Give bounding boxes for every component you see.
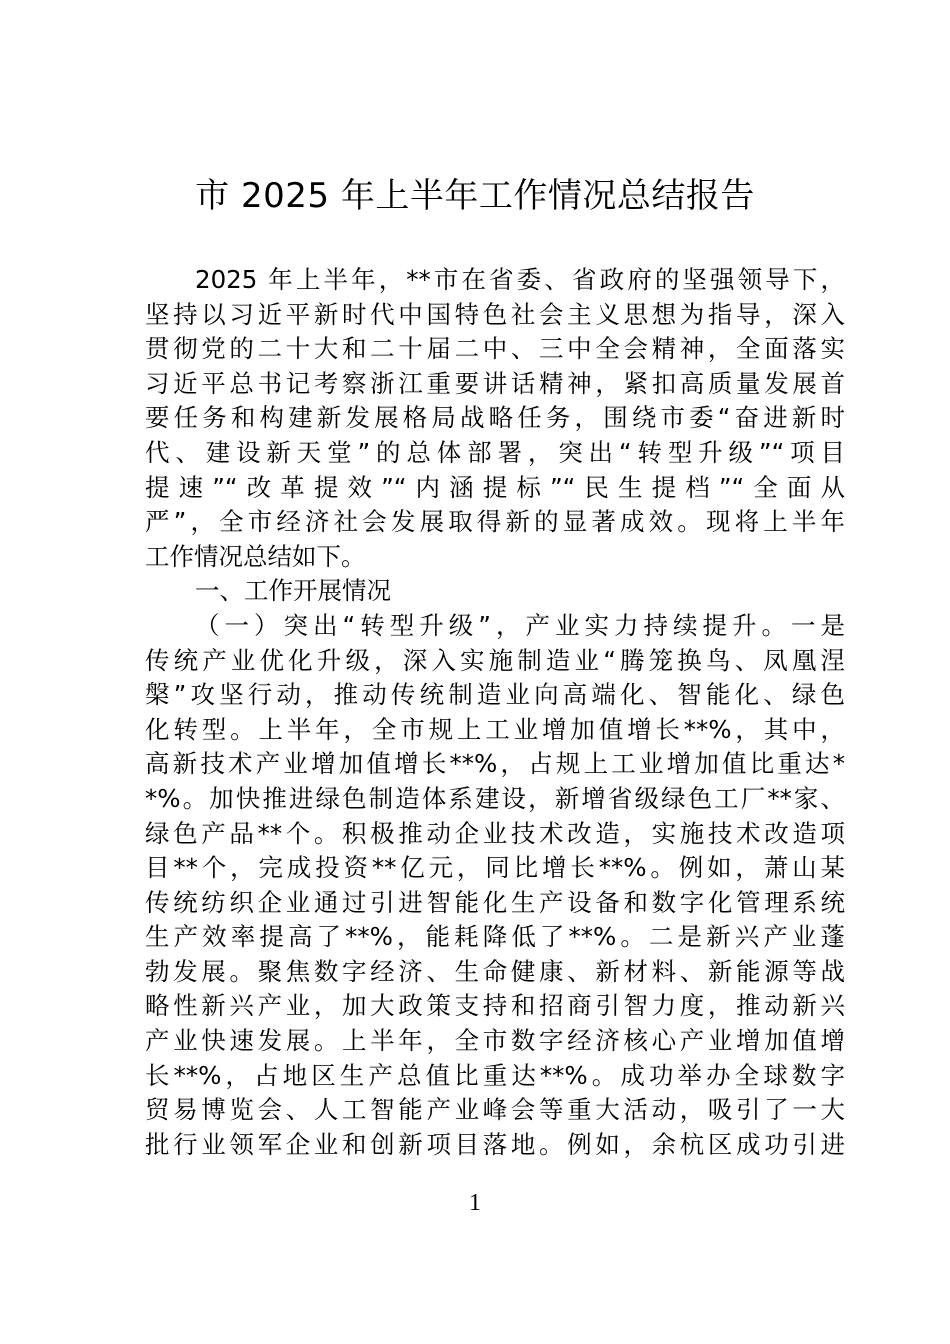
document-title: 市 2025 年上半年工作情况总结报告 <box>195 176 755 216</box>
document-body <box>145 263 845 1162</box>
text-line: 习近平总书记考察浙江重要讲话精神，紧扣高质量发展首 <box>145 368 845 398</box>
text-line: 生产效率提高了**%，能耗降低了**%。二是新兴产业蓬 <box>145 922 845 952</box>
text-line: 代、建设新天堂”的总体部署，突出“转型升级”“项目 <box>145 437 845 467</box>
text-line: 坚持以习近平新时代中国特色社会主义思想为指导，深入 <box>145 299 845 329</box>
text-line: 化转型。上半年，全市规上工业增加值增长**%，其中， <box>145 714 845 744</box>
text-line: 目**个，完成投资**亿元，同比增长**%。例如，萧山某 <box>145 853 845 883</box>
text-line: 批行业领军企业和创新项目落地。例如，余杭区成功引进 <box>145 1129 845 1159</box>
text-line: *%。加快推进绿色制造体系建设，新增省级绿色工厂**家、 <box>145 783 845 813</box>
text-line: 严”，全市经济社会发展取得新的显著成效。现将上半年 <box>145 507 845 537</box>
text-line: 贯彻党的二十大和二十届二中、三中全会精神，全面落实 <box>145 334 845 364</box>
text-line: 传统产业优化升级，深入实施制造业“腾笼换鸟、凤凰涅 <box>145 645 845 675</box>
text-line: 工作情况总结如下。 <box>145 541 366 571</box>
text-line: 提速”“改革提效”“内涵提标”“民生提档”“全面从 <box>145 472 845 502</box>
text-line: （一）突出“转型升级”，产业实力持续提升。一是 <box>195 610 845 640</box>
text-line: 高新技术产业增加值增长**%，占规上工业增加值比重达* <box>145 749 845 779</box>
text-line: 传统纺织企业通过引进智能化生产设备和数字化管理系统 <box>145 887 845 917</box>
text-line: 贸易博览会、人工智能产业峰会等重大活动，吸引了一大 <box>145 1095 845 1125</box>
text-line: 要任务和构建新发展格局战略任务，围绕市委“奋进新时 <box>145 403 845 433</box>
text-line: 略性新兴产业，加大政策支持和招商引智力度，推动新兴 <box>145 991 845 1021</box>
text-line: 槃”攻坚行动，推动传统制造业向高端化、智能化、绿色 <box>145 680 845 710</box>
text-line: 产业快速发展。上半年，全市数字经济核心产业增加值增 <box>145 1026 845 1056</box>
text-line: 2025 年上半年，**市在省委、省政府的坚强领导下， <box>195 265 845 294</box>
text-line: 绿色产品**个。积极推动企业技术改造，实施技术改造项 <box>145 818 845 848</box>
section-heading: 一、工作开展情况 <box>195 576 391 606</box>
text-line: 勃发展。聚焦数字经济、生命健康、新材料、新能源等战 <box>145 956 845 986</box>
text-line: 长**%，占地区生产总值比重达**%。成功举办全球数字 <box>145 1060 845 1090</box>
page-number: 1 <box>469 1190 481 1216</box>
